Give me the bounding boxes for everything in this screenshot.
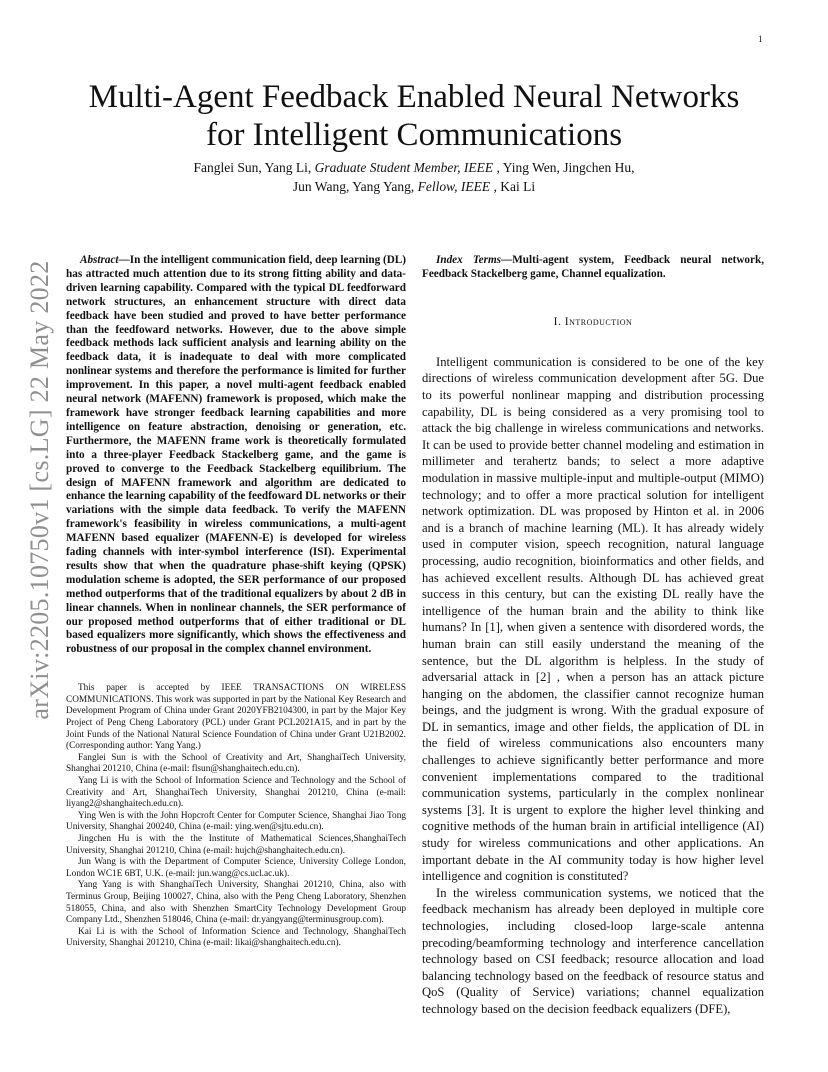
authors-part-1: Fanglei Sun, Yang Li, (193, 160, 315, 175)
footnotes (66, 683, 406, 950)
author-list (80, 158, 748, 196)
footnote-affiliation: Jingchen Hu is with the the Institute of Mathematical Sciences,ShanghaiTech University, Shanghai 201210, China (e-mail: hujch@shanghaitech.edu.cn). (66, 834, 406, 856)
footnote-affiliation: Fanglei Sun is with the School of Creativity and Art, ShanghaiTech University, Shanghai 201210, China (e-mail: flsun@shanghaitech.edu.cn). (66, 752, 406, 775)
footnote-affiliation: Yang Yang is with ShanghaiTech University, Shanghai 201210, China, also with Terminus Group, Beijing 100027, China, also with the Peng Cheng Laboratory, Shenzhen 518055, China, and also with Shenzhen SmartCity Technology Development Group Company Ltd., Shenzhen 518046, China (e-mail: dr.yangyang@terminusgroup.com). (66, 880, 406, 926)
footnote-affiliation: Ying Wen is with the John Hopcroft Center for Computer Science, Shanghai Jiao Tong University, Shanghai 200240, China (e-mail: ying.wen@sjtu.edu.cn). (66, 810, 406, 833)
section-title: Introduction (564, 315, 633, 328)
left-column (66, 254, 406, 950)
author-role-2: Fellow, IEEE (417, 179, 491, 194)
footnote-acceptance: This paper is accepted by IEEE TRANSACTIONS ON WIRELESS COMMUNICATIONS. This work was supported in part by the National Key Research and Development Program of China under Grant 2020YFB2104300, in part by the Major Key Project of Peng Cheng Laboratory (PCL) under Grant PCL2021A15, and in part by the Joint Funds of the National Natural Science Foundation of China under Grant U21B2002. (Corresponding author: Yang Yang.) (66, 683, 406, 752)
arxiv-stamp (22, 260, 58, 720)
index-terms-label: Index Terms (436, 254, 502, 266)
footnote-affiliation: Yang Li is with the School of Information Science and Technology and the School of Creativity and Art, ShanghaiTech University, Shanghai 201210, China (e-mail: liyang2@shanghaitech.edu.cn). (66, 776, 406, 810)
body-paragraph: In the wireless communication systems, we noticed that the feedback mechanism has already been deployed in multiple core technologies, including closed-loop large-scale antenna precoding/beamforming technology and interference cancellation technology based on CSI feedback; resource allocation and load balancing technology based on the feedback of resource status and QoS (Quality of Service) variations; channel equalization technology based on the decision feedback equalizers (DFE), (422, 885, 764, 1016)
author-role-1: Graduate Student Member, IEEE (314, 160, 494, 175)
title-line-1: Multi-Agent Feedback Enabled Neural Networks (88, 79, 740, 115)
author-line-2 (80, 177, 748, 196)
introduction-body (422, 354, 764, 1018)
author-line-1 (80, 158, 748, 177)
right-column (422, 254, 764, 1018)
authors-part-2: , Ying Wen, Jingchen Hu, (493, 160, 635, 175)
paper-title (80, 78, 748, 154)
abstract-text: —In the intelligent communication field, deep learning (DL) has attracted much attention due to its strong fitting ability and data-driven learning capability. Compared with the typical DL feedforward network structures, an enhancement structure with direct data feedback have been studied and proved to have better performance than the feedfoward networks. However, due to the above simple feedback methods lack sufficient analysis and learning ability on the feedback data, it is inadequate to deal with more complicated nonlinear systems and therefore the performance is limited for further improvement. In this paper, a novel multi-agent feedback enabled neural network (MAFENN) framework is proposed, which make the framework have stronger feedback learning capabilities and more intelligence on feature abstraction, denoising or generation, etc. Furthermore, the MAFENN frame work is theoretically formulated into a three-player Feedback Stackelberg game, and the game is proved to converge to the Feedback Stackelberg equilibrium. The design of MAFENN framework and algorithm are dedicated to enhance the learning capability of the feedfoward DL networks or their variations with the simple data feedback. To verify the MAFENN framework's feasibility in wireless communications, a multi-agent MAFENN based equalizer (MAFENN-E) is developed for wireless fading channels with inter-symbol interference (ISI). Experimental results show that when the quadrature phase-shift keying (QPSK) modulation scheme is adopted, the SER performance of our proposed method outperforms that of the traditional equalizers by about 2 dB in linear channels. When in nonlinear channels, the SER performance of our proposed method outperforms that of either traditional or DL based equalizers more significantly, which shows the effectiveness and robustness of our proposal in the complex channel environment. (66, 254, 406, 656)
index-terms (422, 254, 764, 282)
footnote-affiliation: Jun Wang is with the Department of Computer Science, University College London, London WC1E 6BT, U.K. (e-mail: jun.wang@cs.ucl.ac.uk). (66, 857, 406, 879)
authors-part-3: Jun Wang, Yang Yang, (292, 179, 418, 194)
authors-part-4: , Kai Li (490, 179, 536, 194)
page-number: 1 (758, 34, 763, 44)
section-number: I. (553, 315, 562, 328)
index-terms-text: —Multi-agent system, Feedback neural network, Feedback Stackelberg game, Channel equalization. (422, 254, 764, 280)
footnote-affiliation: Kai Li is with the School of Information Science and Technology, ShanghaiTech University, Shanghai 201210, China (e-mail: likai@shanghaitech.edu.cn). (66, 926, 406, 949)
title-line-2: for Intelligent Communications (205, 117, 623, 153)
abstract (66, 254, 406, 657)
section-heading (422, 316, 764, 328)
arxiv-stamp-text: arXiv:2205.10750v1 [cs.LG] 22 May 2022 (25, 260, 54, 720)
body-paragraph: Intelligent communication is considered to be one of the key directions of wireless communication development after 5G. Due to its powerful nonlinear mapping and distribution processing capability, DL is being considered as a very promising tool to attack the big challenge in wireless communications and networks. It can be used to provide better channel modeling and estimation in millimeter and terahertz bands; to select a more adaptive modulation in massive multiple-input and multiple-output (MIMO) technology; and to offer a more practical solution for intelligent network optimization. DL was proposed by Hinton et al. in 2006 and is a branch of machine learning (ML). It has already widely used in computer vision, speech recognition, natural language processing, audio recognition, bioinformatics and other fields, and has achieved excellent results. Although DL has achieved great success in this century, but can the existing DL really have the intelligence of the human brain and the ability to think like humans? In [1], when given a sentence with disordered words, the human brain can still easily understand the meaning of the sentence, but the DL algorithm is helpless. In the study of adversarial attack in [2] , when a person has an attack picture hanging on the abdomen, the classifier cannot recognize human beings, and the judgment is wrong. With the gradual exposure of DL in semantics, image and other fields, the application of DL in the field of wireless communications also encounters many challenges to achieve significantly better performance and more convenient implementations compared to the traditional communication systems, particularly in the complex nonlinear systems [3]. It is urgent to explore the higher level thinking and cognitive methods of the human brain in artificial intelligence (AI) study for wireless communications and other applications. An important debate in the AI community today is how higher level intelligence and cognition is constituted? (422, 354, 764, 884)
abstract-label: Abstract (80, 254, 119, 266)
